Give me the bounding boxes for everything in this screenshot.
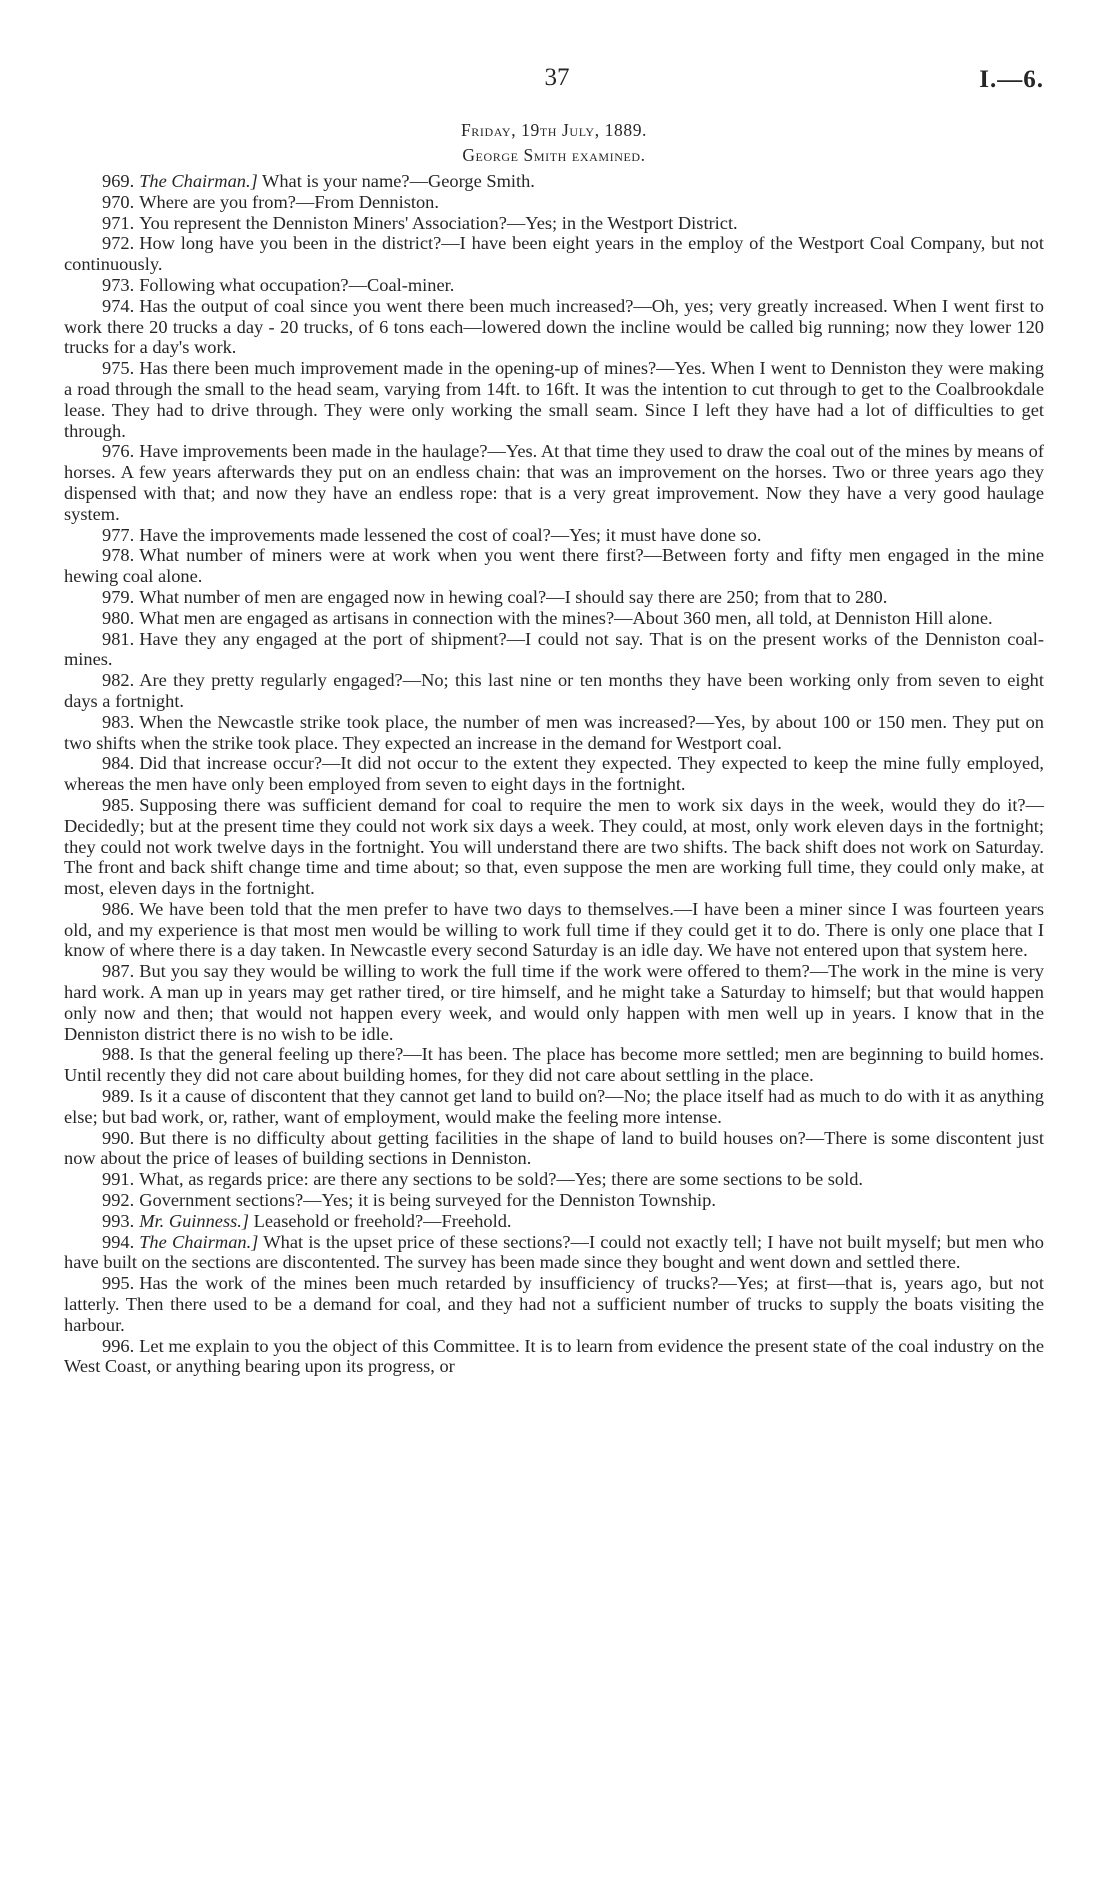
evidence-paragraph <box>64 171 1044 192</box>
question-answer-text: But you say they would be willing to work the full time if the work were offered to them?—The work in the mine is very hard work. A man up in years may get rather tired, or tire himself, and he might take a Saturday to himself; but that would happen only now and then; that would not happen every week, and would only happen with men well up in years. I know that in the Denniston district there is no wish to be idle. <box>64 961 1044 1044</box>
question-number: 969. <box>102 171 135 191</box>
evidence-body <box>64 171 1044 1377</box>
question-answer-text: What men are engaged as artisans in connection with the mines?—About 360 men, all told, at Denniston Hill alone. <box>139 607 993 628</box>
question-number: 978. <box>102 545 135 566</box>
question-answer-text: Have the improvements made lessened the cost of coal?—Yes; it must have done so. <box>139 524 762 545</box>
evidence-paragraph <box>64 670 1044 712</box>
question-number: 975. <box>102 358 135 379</box>
question-answer-text: You represent the Denniston Miners' Association?—Yes; in the Westport District. <box>139 212 738 233</box>
question-answer-text: Is that the general feeling up there?—It has been. The place has become more settled; men are beginning to build homes. Until recently they did not care about building homes, for they did not care about settling in the place. <box>64 1044 1044 1086</box>
question-number: 977. <box>102 524 135 545</box>
question-number: 988. <box>102 1044 135 1065</box>
question-number: 991. <box>102 1169 135 1190</box>
evidence-paragraph <box>64 525 1044 546</box>
evidence-paragraph <box>64 1086 1044 1128</box>
evidence-paragraph <box>64 608 1044 629</box>
evidence-paragraph <box>64 795 1044 899</box>
witness-heading: George Smith examined. <box>462 145 646 165</box>
question-answer-text: Are they pretty regularly engaged?—No; this last nine or ten months they have been working only from seven to eight days a fortnight. <box>64 670 1044 711</box>
question-answer-text: Leasehold or freehold?—Freehold. <box>253 1210 512 1231</box>
question-answer-text: Supposing there was sufficient demand for coal to require the men to work six days in the week, would they do it?—Decidedly; but at the present time they could not work six days a week. They could, at most, only work eleven days in the fortnight; they could not work twelve days in the fortnight. You will understand there are two shifts. The back shift does not work on Saturday. The front and back shift change time and time about; so that, even suppose the men are working full time, they could only make, at most, eleven days in the fortnight. <box>64 794 1044 899</box>
evidence-paragraph <box>64 1169 1044 1190</box>
question-number: 980. <box>102 607 135 628</box>
evidence-paragraph <box>64 753 1044 795</box>
document-reference: I.—6. <box>979 66 1044 93</box>
date-heading: Friday, 19th July, 1889. <box>460 120 648 140</box>
question-number: 996. <box>102 1335 135 1356</box>
page-number: 37 <box>544 64 570 91</box>
question-number: 992. <box>102 1190 135 1211</box>
speaker-label: The Chairman.] <box>139 171 258 191</box>
question-answer-text: Government sections?—Yes; it is being surveyed for the Denniston Township. <box>139 1190 716 1211</box>
question-number: 974. <box>102 295 135 316</box>
question-answer-text: Have improvements been made in the haulage?—Yes. At that time they used to draw the coal out of the mines by means of horses. A few years afterwards they put on an endless chain: that was an improvement on the horses. Two or three years ago they dispensed with that; and now they have an endless rope: that is a very great improvement. Now they have a very good haulage system. <box>64 441 1044 524</box>
question-answer-text: But there is no difficulty about getting facilities in the shape of land to build houses on?—There is some discontent just now about the price of leases of building sections in Denniston. <box>64 1127 1044 1169</box>
evidence-paragraph <box>64 275 1044 296</box>
question-number: 970. <box>102 191 135 212</box>
question-answer-text: When the Newcastle strike took place, the number of men was increased?—Yes, by about 100 or 150 men. They put on two shifts when the strike took place. They expected an increase in the demand for Westport coal. <box>64 711 1044 753</box>
question-answer-text: Has the output of coal since you went there been much increased?—Oh, yes; very greatly increased. When I went first to work there 20 trucks a day - 20 trucks, of 6 tons each—lowered down the incline would be called big running; now they lower 120 trucks for a day's work. <box>64 295 1044 358</box>
question-number: 981. <box>102 628 135 649</box>
evidence-paragraph <box>64 1211 1044 1232</box>
question-answer-text: What number of miners were at work when you went there first?—Between forty and fifty men engaged in the mine hewing coal alone. <box>64 545 1044 587</box>
question-answer-text: Is it a cause of discontent that they cannot get land to build on?—No; the place itself had as much to do with it as anything else; but bad work, or, rather, want of employment, would make the feeling more intense. <box>64 1086 1044 1127</box>
question-number: 972. <box>102 233 135 254</box>
question-number: 976. <box>102 441 135 462</box>
question-answer-text: What is the upset price of these sections?—I could not exactly tell; I have not built myself; but men who have built on the sections are discontented. The survey has been made since they bought and went down and settled there. <box>64 1231 1044 1273</box>
evidence-paragraph <box>64 1336 1044 1378</box>
question-answer-text: Has there been much improvement made in the opening-up of mines?—Yes. When I went to Denniston they were making a road through the small to the head seam, varying from 14ft. to 16ft. It was the intention to cut through to get to the Coalbrookdale lease. They had to drive through. They were only working the small seam. Since I left they have had a lot of difficulties to get through. <box>64 358 1044 441</box>
question-answer-text: What number of men are engaged now in hewing coal?—I should say there are 250; from that to 280. <box>139 586 888 607</box>
question-answer-text: Have they any engaged at the port of shipment?—I could not say. That is on the present works of the Denniston coal-mines. <box>64 628 1044 670</box>
question-number: 983. <box>102 711 135 732</box>
evidence-paragraph <box>64 629 1044 671</box>
evidence-paragraph <box>64 1128 1044 1170</box>
question-answer-text: We have been told that the men prefer to have two days to themselves.—I have been a miner since I was fourteen years old, and my experience is that most men would be willing to work full time if they could get it to do. There is only one place that I know of where there is a day taken. In Newcastle every second Saturday is an idle day. We have not entered upon that system here. <box>64 898 1044 961</box>
evidence-paragraph <box>64 358 1044 441</box>
evidence-paragraph <box>64 899 1044 961</box>
question-number: 986. <box>102 898 135 919</box>
evidence-paragraph <box>64 545 1044 587</box>
evidence-paragraph <box>64 192 1044 213</box>
evidence-paragraph <box>64 712 1044 754</box>
question-number: 995. <box>102 1273 135 1294</box>
question-number: 987. <box>102 961 135 982</box>
speaker-label: Mr. Guinness.] <box>139 1210 250 1231</box>
evidence-paragraph <box>64 233 1044 275</box>
evidence-paragraph <box>64 1273 1044 1335</box>
question-number: 973. <box>102 274 135 295</box>
question-answer-text: Following what occupation?—Coal-miner. <box>139 274 455 295</box>
evidence-paragraph <box>64 1044 1044 1086</box>
question-answer-text: Did that increase occur?—It did not occur to the extent they expected. They expected to keep the mine fully employed, whereas the men have only been employed from seven to eight days in the fortnight. <box>64 753 1044 795</box>
question-answer-text: Let me explain to you the object of this Committee. It is to learn from evidence the present state of the coal industry on the West Coast, or anything bearing upon its progress, or <box>64 1335 1044 1377</box>
question-number: 984. <box>102 753 135 774</box>
question-number: 982. <box>102 670 135 691</box>
speaker-label: The Chairman.] <box>139 1231 259 1252</box>
evidence-paragraph <box>64 961 1044 1044</box>
question-number: 994. <box>102 1231 135 1252</box>
question-answer-text: Where are you from?—From Denniston. <box>139 191 439 212</box>
question-number: 985. <box>102 794 135 815</box>
question-answer-text: What is your name?—George Smith. <box>262 171 535 191</box>
question-number: 979. <box>102 586 135 607</box>
question-answer-text: Has the work of the mines been much retarded by insufficiency of trucks?—Yes; at first—that is, years ago, but not latterly. Then there used to be a demand for coal, and they had not a sufficient number of trucks to supply the boats visiting the harbour. <box>64 1273 1044 1335</box>
question-answer-text: What, as regards price: are there any sections to be sold?—Yes; there are some sections to be sold. <box>139 1169 864 1190</box>
evidence-paragraph <box>64 587 1044 608</box>
evidence-paragraph <box>64 1190 1044 1211</box>
question-answer-text: How long have you been in the district?—I have been eight years in the employ of the Westport Coal Company, but not continuously. <box>64 233 1044 275</box>
question-number: 971. <box>102 212 135 233</box>
question-number: 990. <box>102 1127 135 1148</box>
evidence-paragraph <box>64 213 1044 234</box>
question-number: 989. <box>102 1086 135 1107</box>
evidence-paragraph <box>64 441 1044 524</box>
evidence-paragraph <box>64 1232 1044 1274</box>
question-number: 993. <box>102 1210 135 1231</box>
evidence-paragraph <box>64 296 1044 358</box>
